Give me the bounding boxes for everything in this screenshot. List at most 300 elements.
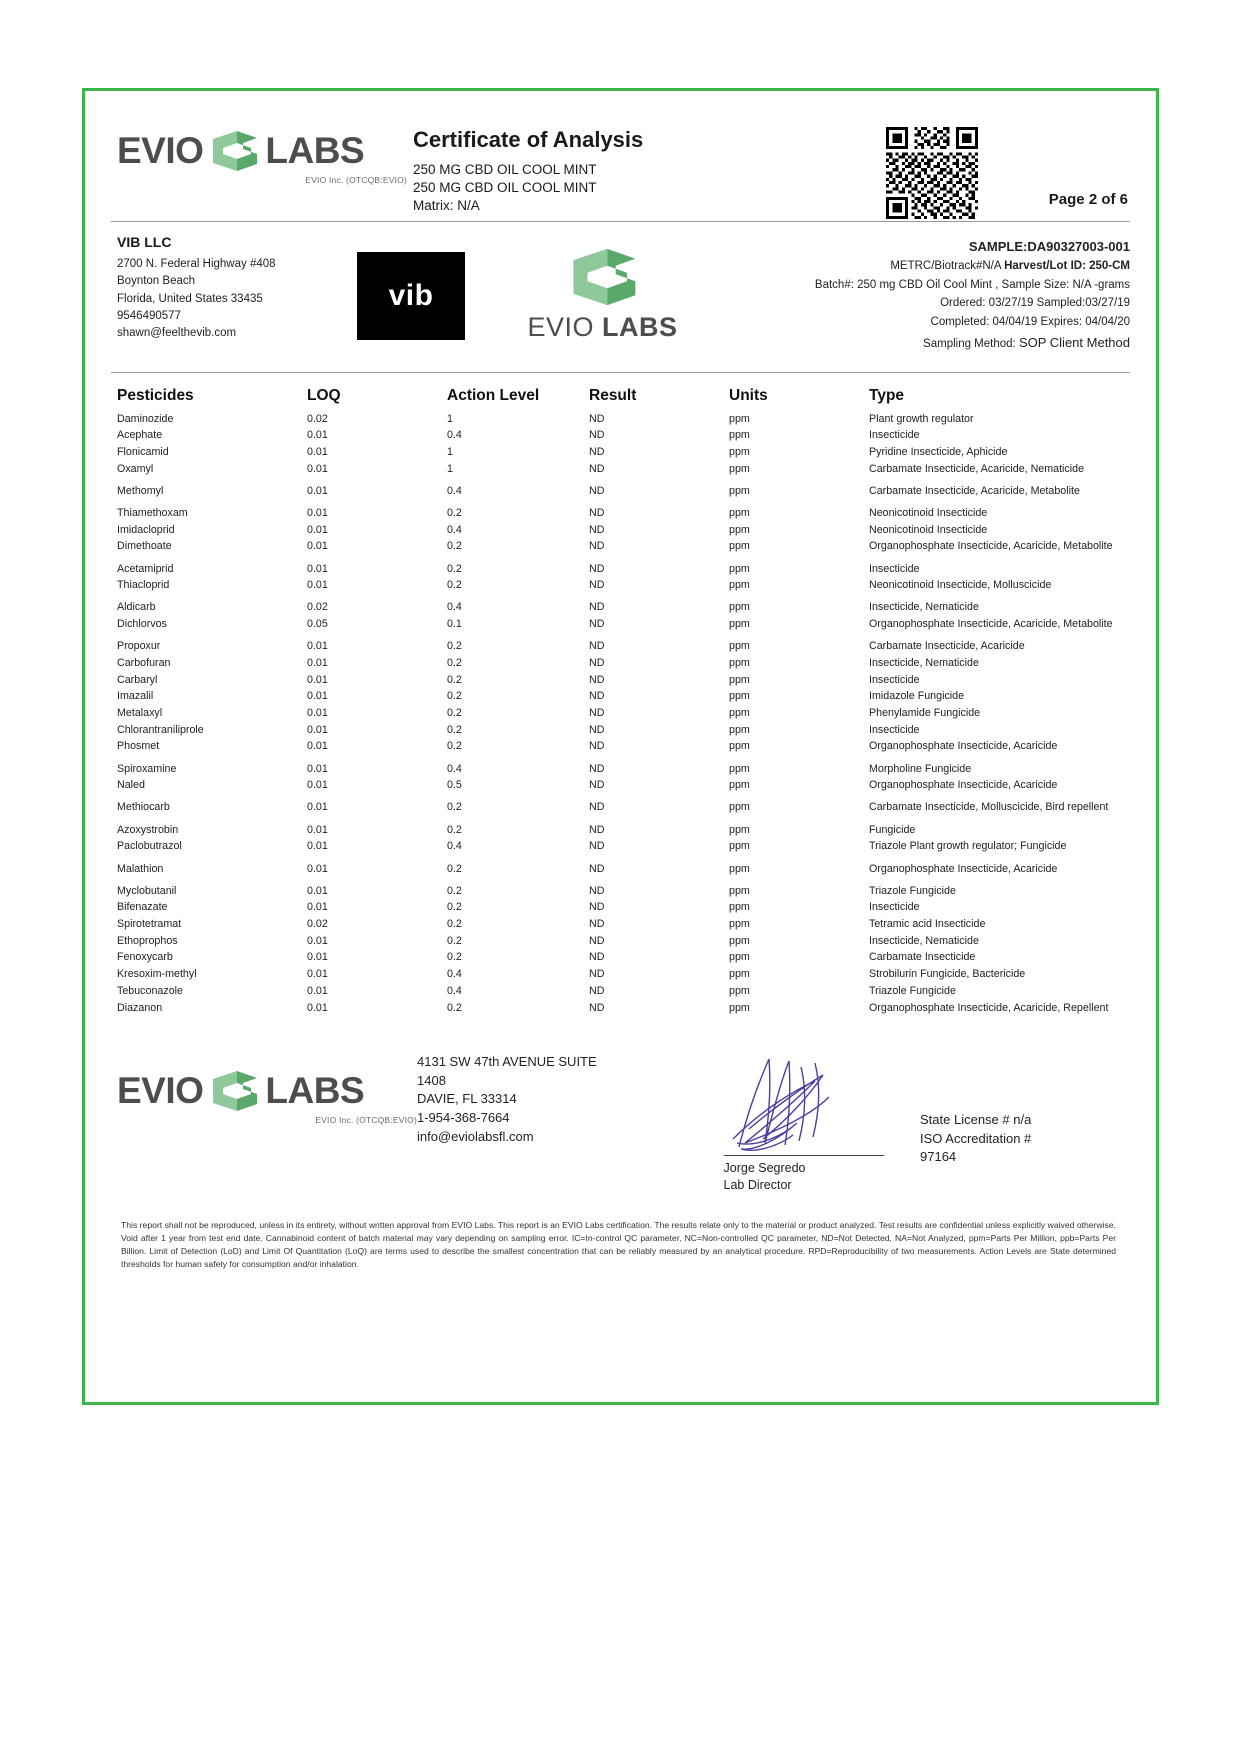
lab-address [417, 1047, 687, 1147]
cell-units: ppm [729, 801, 750, 814]
cell-loq: 0.01 [307, 656, 328, 669]
table-row [117, 655, 1130, 672]
cell-action-level: 0.2 [447, 640, 462, 653]
cell-action-level: 0.2 [447, 579, 462, 592]
cell-loq: 0.01 [307, 1001, 328, 1014]
cell-analyte: Thiacloprid [117, 579, 170, 592]
cell-loq: 0.02 [307, 412, 328, 425]
cell-units: ppm [729, 901, 750, 914]
cell-analyte: Ethoprophos [117, 934, 178, 947]
ordered-line: Ordered: 03/27/19 Sampled:03/27/19 [940, 297, 1130, 310]
cell-result: ND [589, 723, 605, 736]
cell-analyte: Metalaxyl [117, 707, 163, 719]
evio-cube-icon-footer [207, 1069, 261, 1113]
cell-action-level: 0.2 [447, 562, 462, 575]
cell-action-level: 0.4 [447, 484, 462, 497]
cell-result: ND [589, 484, 605, 497]
cell-loq: 0.01 [307, 862, 328, 875]
col-header-result: Result [589, 387, 637, 404]
cell-type: Tetramic acid Insecticide [869, 918, 986, 931]
cell-units: ppm [729, 984, 750, 997]
cell-analyte: Imazalil [117, 690, 154, 703]
cell-type: Carbamate Insecticide, Acaricide [869, 640, 1025, 653]
cell-loq: 0.01 [307, 762, 328, 775]
cell-type: Organophosphate Insecticide, Acaricide, Repellent [869, 1001, 1109, 1014]
license-info [920, 1047, 1130, 1168]
cell-analyte: Fenoxycarb [117, 951, 173, 964]
cell-analyte: Flonicamid [117, 445, 169, 458]
lab-email: info@eviolabsfl.com [417, 1129, 534, 1145]
cell-type: Insecticide, Nematicide [869, 656, 979, 669]
cell-result: ND [589, 462, 605, 475]
cell-action-level: 0.2 [447, 801, 462, 814]
cell-units: ppm [729, 968, 750, 981]
cell-action-level: 0.2 [447, 540, 462, 553]
client-logo-text: vib [388, 279, 434, 312]
cell-type: Neonicotinoid Insecticide, Molluscicide [869, 579, 1052, 592]
cell-result: ND [589, 884, 605, 897]
cell-result: ND [589, 934, 605, 947]
cell-action-level: 0.2 [447, 707, 462, 719]
cell-analyte: Methiocarb [117, 801, 170, 814]
table-row [117, 933, 1130, 950]
cell-analyte: Malathion [117, 862, 164, 875]
cell-units: ppm [729, 601, 750, 614]
cell-analyte: Dimethoate [117, 540, 172, 553]
cell-loq: 0.01 [307, 462, 328, 475]
cell-type: Organophosphate Insecticide, Acaricide [869, 779, 1058, 792]
cell-units: ppm [729, 934, 750, 947]
cell-type: Pyridine Insecticide, Aphicide [869, 445, 1008, 458]
evio-center-wordmark [465, 312, 740, 343]
lab-address-3: DAVIE, FL 33314 [417, 1091, 517, 1107]
cell-analyte: Spiroxamine [117, 762, 177, 775]
cell-units: ppm [729, 506, 750, 519]
batch-line: Batch#: 250 mg CBD Oil Cool Mint , Sample Size: N/A -grams [814, 278, 1130, 291]
cell-result: ND [589, 656, 605, 669]
table-row [117, 672, 1130, 689]
cell-result: ND [589, 523, 605, 536]
client-info [117, 234, 357, 358]
cell-result: ND [589, 445, 605, 458]
signer-name: Jorge Segredo [723, 1160, 806, 1175]
cell-units: ppm [729, 740, 750, 753]
cell-units: ppm [729, 429, 750, 442]
cell-loq: 0.01 [307, 779, 328, 792]
page-number: Page 2 of 6 [1048, 191, 1128, 208]
cell-action-level: 0.2 [447, 723, 462, 736]
harvest-lot-id: Harvest/Lot ID: 250-CM [1004, 260, 1130, 273]
signer-title: Lab Director [723, 1177, 792, 1192]
cell-units: ppm [729, 523, 750, 536]
table-header-row [117, 383, 1130, 411]
cell-type: Triazole Fungicide [869, 884, 956, 897]
cell-units: ppm [729, 762, 750, 775]
cell-result: ND [589, 506, 605, 519]
cell-type: Insecticide [869, 562, 920, 575]
qr-code-icon [873, 127, 991, 219]
cell-loq: 0.01 [307, 690, 328, 703]
cell-result: ND [589, 823, 605, 836]
cell-analyte: Diazanon [117, 1001, 163, 1014]
client-phone: 9546490577 [117, 309, 181, 322]
cell-action-level: 0.4 [447, 601, 462, 614]
table-row [117, 822, 1130, 839]
state-license: State License # n/a [920, 1111, 1032, 1127]
cell-action-level: 0.2 [447, 1001, 462, 1014]
cell-analyte: Tebuconazole [117, 984, 183, 997]
table-row [117, 689, 1130, 706]
table-row [117, 461, 1130, 483]
cell-analyte: Naled [117, 779, 145, 792]
cell-type: Insecticide [869, 673, 920, 686]
sample-name-line2: 250 MG CBD OIL COOL MINT [413, 180, 597, 196]
cell-loq: 0.01 [307, 707, 328, 719]
evio-logo-footer [117, 1047, 417, 1125]
cell-analyte: Acetamiprid [117, 562, 174, 575]
cell-units: ppm [729, 862, 750, 875]
page-number-block [998, 113, 1128, 209]
table-row [117, 428, 1130, 445]
table-row [117, 778, 1130, 800]
table-row [117, 539, 1130, 561]
document-footer [85, 1017, 1156, 1194]
lab-phone: 1-954-368-7664 [417, 1110, 510, 1126]
table-row [117, 861, 1130, 883]
cell-loq: 0.01 [307, 673, 328, 686]
cell-result: ND [589, 762, 605, 775]
cell-result: ND [589, 840, 605, 853]
cell-action-level: 0.4 [447, 968, 462, 981]
cell-analyte: Thiamethoxam [117, 506, 188, 519]
cell-type: Organophosphate Insecticide, Acaricide [869, 862, 1058, 875]
table-row [117, 722, 1130, 739]
cell-loq: 0.01 [307, 445, 328, 458]
completed-line: Completed: 04/04/19 Expires: 04/04/20 [930, 315, 1130, 328]
cell-units: ppm [729, 579, 750, 592]
cell-units: ppm [729, 484, 750, 497]
cell-action-level: 0.2 [447, 823, 462, 836]
sample-meta [740, 234, 1130, 358]
cell-action-level: 0.4 [447, 984, 462, 997]
col-header-loq: LOQ [307, 387, 341, 404]
cell-action-level: 0.2 [447, 951, 462, 964]
cell-result: ND [589, 618, 605, 631]
cell-action-level: 0.4 [447, 840, 462, 853]
cell-loq: 0.01 [307, 934, 328, 947]
lab-address-2: 1408 [417, 1072, 446, 1088]
cell-type: Triazole Plant growth regulator; Fungicide [869, 840, 1067, 853]
evio-logo-center [465, 234, 740, 358]
cell-type: Organophosphate Insecticide, Acaricide [869, 740, 1058, 753]
cell-analyte: Methomyl [117, 484, 164, 497]
cell-units: ppm [729, 840, 750, 853]
cell-type: Carbamate Insecticide [869, 951, 976, 964]
cell-loq: 0.02 [307, 918, 328, 931]
client-name: VIB LLC [117, 234, 172, 250]
table-row [117, 578, 1130, 600]
signature-block [687, 1047, 920, 1194]
col-header-type: Type [869, 387, 905, 404]
cell-units: ppm [729, 462, 750, 475]
client-address-2: Boynton Beach [117, 275, 196, 288]
cell-result: ND [589, 779, 605, 792]
table-row [117, 739, 1130, 761]
evio-cube-icon-center [565, 246, 641, 308]
cell-result: ND [589, 690, 605, 703]
sample-name-line1: 250 MG CBD OIL COOL MINT [413, 162, 597, 177]
pesticides-table [117, 383, 1130, 1017]
evio-center-labs: LABS [602, 312, 678, 342]
cell-action-level: 1 [447, 445, 453, 458]
cell-analyte: Paclobutrazol [117, 840, 182, 853]
cell-loq: 0.01 [307, 801, 328, 814]
cell-loq: 0.01 [307, 540, 328, 553]
sampling-method-label: Sampling Method: [923, 337, 1016, 350]
cell-loq: 0.01 [307, 562, 328, 575]
cell-result: ND [589, 984, 605, 997]
table-row [117, 561, 1130, 578]
cell-analyte: Spirotetramat [117, 918, 182, 931]
cell-analyte: Myclobutanil [117, 884, 177, 897]
table-row [117, 883, 1130, 900]
qr-code-block [873, 113, 998, 224]
cell-units: ppm [729, 707, 750, 719]
table-row [117, 950, 1130, 967]
cell-result: ND [589, 801, 605, 814]
cell-loq: 0.01 [307, 901, 328, 914]
table-row [117, 900, 1130, 917]
cell-loq: 0.01 [307, 740, 328, 753]
cell-result: ND [589, 951, 605, 964]
cell-result: ND [589, 540, 605, 553]
cell-loq: 0.01 [307, 884, 328, 897]
cell-units: ppm [729, 823, 750, 836]
client-address-1: 2700 N. Federal Highway #408 [117, 258, 276, 270]
table-row [117, 483, 1130, 505]
cell-result: ND [589, 579, 605, 592]
cell-result: ND [589, 673, 605, 686]
cell-analyte: Daminozide [117, 412, 174, 425]
cell-result: ND [589, 862, 605, 875]
cell-analyte: Carbofuran [117, 656, 171, 669]
cell-type: Insecticide [869, 901, 920, 914]
cell-action-level: 1 [447, 462, 453, 475]
table-row [117, 761, 1130, 778]
cell-units: ppm [729, 951, 750, 964]
cell-type: Insecticide, Nematicide [869, 934, 979, 947]
results-table-wrap [85, 373, 1156, 1017]
table-row [117, 967, 1130, 984]
cell-type: Insecticide, Nematicide [869, 601, 979, 614]
cell-result: ND [589, 640, 605, 653]
table-row [117, 522, 1130, 539]
cell-units: ppm [729, 562, 750, 575]
evio-center-evio: EVIO [527, 312, 594, 342]
logo-subtitle: EVIO Inc. (OTCQB:EVIO) [305, 175, 407, 185]
metrc-id: METRC/Biotrack#N/A [890, 260, 1001, 273]
cell-type: Strobilurin Fungicide, Bactericide [869, 968, 1026, 981]
cell-result: ND [589, 918, 605, 931]
table-row [117, 639, 1130, 656]
cell-analyte: Chlorantraniliprole [117, 723, 204, 736]
cell-result: ND [589, 1001, 605, 1014]
coa-title-block [407, 113, 873, 216]
cell-result: ND [589, 412, 605, 425]
cell-analyte: Phosmet [117, 740, 160, 753]
footer-logo-text-evio: EVIO [117, 1069, 204, 1111]
cell-loq: 0.01 [307, 579, 328, 592]
cell-action-level: 0.4 [447, 762, 462, 775]
cell-action-level: 0.1 [447, 618, 462, 631]
col-header-pesticides: Pesticides [117, 387, 194, 404]
sampling-method-line [740, 332, 1130, 354]
evio-cube-icon [207, 129, 261, 173]
cell-analyte: Bifenazate [117, 901, 168, 914]
cell-loq: 0.01 [307, 984, 328, 997]
cell-units: ppm [729, 640, 750, 653]
page-title: Certificate of Analysis [413, 127, 644, 152]
cell-type: Fungicide [869, 823, 916, 836]
iso-accreditation-label: ISO Accreditation # [920, 1130, 1032, 1146]
table-row [117, 411, 1130, 428]
table-row [117, 1000, 1130, 1017]
table-row [117, 600, 1130, 617]
sample-matrix: Matrix: N/A [413, 198, 480, 214]
cell-type: Insecticide [869, 723, 920, 736]
disclaimer-text: This report shall not be reproduced, unless in its entirety, without written approval from EVIO Labs. This report is an EVIO Labs certification. The results relate only to the material or product analyzed. Test results are confidential unless explicitly waived otherwise. Void after 1 year from test end date. Cannabinoid content of batch material may vary depending on sampling error. IC=In-control QC parameter, NC=Non-controlled QC parameter, ND=Not Detected, NA=Not Analyzed, ppm=Parts Per Million, ppb=Parts Per Billion. Limit of Detection (LoD) and Limit Of Quantitation (LoQ) are terms used to describe the smallest concentration that can be reliably measured by an analytical procedure. RPD=Reproducibility of two measurements. Action Levels are State determined thresholds for human safety for consumption and/or inhalation. [121, 1220, 1116, 1269]
footer-logo-text-labs: LABS [265, 1069, 365, 1111]
cell-analyte: Dichlorvos [117, 618, 167, 631]
metrc-harvest-line [740, 257, 1130, 276]
cell-analyte: Acephate [117, 429, 163, 442]
cell-loq: 0.01 [307, 968, 328, 981]
col-header-action-level: Action Level [447, 387, 540, 404]
cell-analyte: Aldicarb [117, 601, 156, 614]
evio-logo-header [117, 113, 407, 185]
cell-type: Phenylamide Fungicide [869, 707, 981, 719]
cell-action-level: 0.2 [447, 934, 462, 947]
cell-result: ND [589, 740, 605, 753]
cell-action-level: 0.2 [447, 901, 462, 914]
cell-units: ppm [729, 918, 750, 931]
cell-units: ppm [729, 618, 750, 631]
cell-result: ND [589, 901, 605, 914]
cell-type: Insecticide [869, 429, 920, 442]
cell-analyte: Kresoxim-methyl [117, 968, 197, 981]
cell-type: Carbamate Insecticide, Acaricide, Nematicide [869, 462, 1085, 475]
sampling-method-value: SOP Client Method [1018, 334, 1130, 350]
table-row [117, 505, 1130, 522]
table-row [117, 706, 1130, 723]
cell-loq: 0.01 [307, 523, 328, 536]
cell-action-level: 0.2 [447, 884, 462, 897]
table-row [117, 917, 1130, 934]
sample-info-band [85, 222, 1156, 372]
cell-action-level: 1 [447, 412, 453, 425]
cell-result: ND [589, 601, 605, 614]
cell-action-level: 0.2 [447, 506, 462, 519]
cell-loq: 0.01 [307, 484, 328, 497]
cell-result: ND [589, 968, 605, 981]
cell-units: ppm [729, 1001, 750, 1014]
document-header [85, 91, 1156, 221]
cell-type: Neonicotinoid Insecticide [869, 506, 988, 519]
table-row [117, 617, 1130, 639]
cell-loq: 0.01 [307, 506, 328, 519]
cell-analyte: Imidacloprid [117, 523, 175, 536]
cell-units: ppm [729, 690, 750, 703]
client-address-3: Florida, United States 33435 [117, 292, 263, 305]
cell-loq: 0.01 [307, 840, 328, 853]
cell-units: ppm [729, 884, 750, 897]
cell-loq: 0.01 [307, 640, 328, 653]
cell-action-level: 0.2 [447, 656, 462, 669]
cell-result: ND [589, 707, 605, 719]
table-row [117, 800, 1130, 822]
cell-units: ppm [729, 412, 750, 425]
cell-action-level: 0.2 [447, 862, 462, 875]
cell-loq: 0.01 [307, 823, 328, 836]
cell-loq: 0.02 [307, 601, 328, 614]
cell-result: ND [589, 429, 605, 442]
col-header-units: Units [729, 387, 768, 404]
page-border [82, 88, 1159, 1405]
cell-action-level: 0.2 [447, 918, 462, 931]
client-email: shawn@feelthevib.com [117, 327, 237, 339]
cell-loq: 0.05 [307, 618, 328, 631]
cell-type: Triazole Fungicide [869, 984, 956, 997]
cell-analyte: Propoxur [117, 640, 161, 653]
cell-type: Neonicotinoid Insecticide [869, 523, 988, 536]
cell-units: ppm [729, 540, 750, 553]
cell-type: Organophosphate Insecticide, Acaricide, Metabolite [869, 540, 1113, 553]
cell-loq: 0.01 [307, 429, 328, 442]
cell-action-level: 0.4 [447, 429, 462, 442]
cell-type: Morpholine Fungicide [869, 762, 972, 775]
cell-type: Imidazole Fungicide [869, 690, 965, 703]
cell-action-level: 0.2 [447, 673, 462, 686]
cell-type: Carbamate Insecticide, Acaricide, Metabolite [869, 484, 1080, 497]
cell-action-level: 0.4 [447, 523, 462, 536]
cell-action-level: 0.5 [447, 779, 462, 792]
cell-type: Plant growth regulator [869, 412, 974, 425]
table-row [117, 983, 1130, 1000]
cell-analyte: Oxamyl [117, 462, 154, 475]
client-logo [357, 252, 465, 340]
table-body [117, 411, 1130, 1017]
table-row [117, 444, 1130, 461]
cell-units: ppm [729, 779, 750, 792]
cell-loq: 0.01 [307, 723, 328, 736]
cell-analyte: Carbaryl [117, 673, 158, 686]
cell-type: Organophosphate Insecticide, Acaricide, Metabolite [869, 618, 1113, 631]
cell-analyte: Azoxystrobin [117, 823, 179, 836]
logo-text-evio: EVIO [117, 130, 204, 171]
cell-units: ppm [729, 673, 750, 686]
footer-logo-subtitle: EVIO Inc. (OTCQB:EVIO) [315, 1114, 417, 1125]
cell-loq: 0.01 [307, 951, 328, 964]
cell-action-level: 0.2 [447, 690, 462, 703]
cell-type: Carbamate Insecticide, Molluscicide, Bird repellent [869, 801, 1109, 814]
cell-units: ppm [729, 656, 750, 669]
cell-action-level: 0.2 [447, 740, 462, 753]
lab-address-1: 4131 SW 47th AVENUE SUITE [417, 1053, 597, 1069]
cell-result: ND [589, 562, 605, 575]
sample-id: SAMPLE:DA90327003-001 [968, 239, 1130, 254]
iso-accreditation-number: 97164 [920, 1149, 957, 1165]
cell-units: ppm [729, 445, 750, 458]
